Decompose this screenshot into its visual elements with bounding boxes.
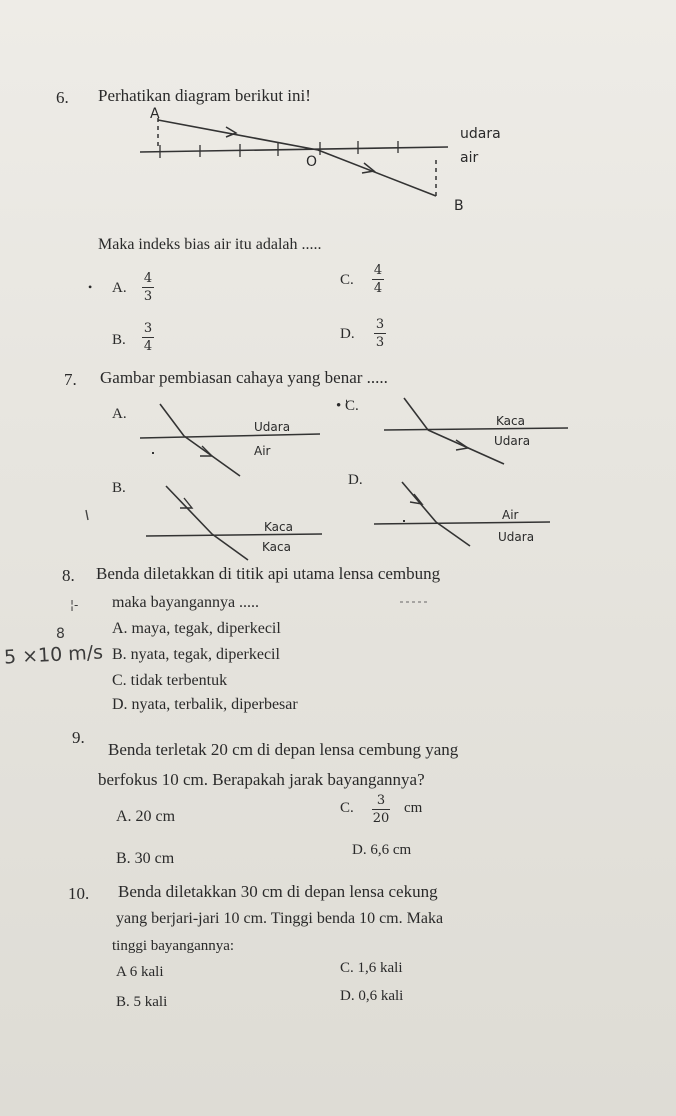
q10-option-b[interactable]: B. 5 kali — [116, 994, 168, 1010]
q9-prompt-line1: Benda terletak 20 cm di depan lensa cembung yang — [108, 740, 459, 759]
q7-c-bottom-medium: Udara — [494, 434, 531, 448]
q10-prompt-line2: yang berjari-jari 10 cm. Tinggi benda 10 cm. Maka — [116, 910, 444, 927]
q7-option-a-letter: A. — [112, 406, 127, 422]
q10-number: 10. — [68, 884, 90, 903]
q7-a-bottom-medium: Air — [254, 444, 271, 458]
q10-option-d[interactable]: D. 0,6 kali — [340, 988, 404, 1004]
q6-option-b-letter: B. — [112, 332, 126, 348]
q7-prompt: Gambar pembiasan cahaya yang benar ..... — [100, 368, 388, 387]
q6-option-c-fraction[interactable]: 4 4 — [373, 263, 383, 296]
handwritten-mark: ¦- — [70, 598, 79, 612]
label-medium-udara: udara — [460, 126, 501, 142]
q9-option-c-fraction[interactable]: 3 20 — [372, 793, 390, 826]
q6-option-c-letter: C. — [340, 272, 354, 288]
label-medium-air: air — [460, 150, 479, 166]
q9-number: 9. — [72, 728, 85, 747]
handwritten-note: 5 ×10 m/s — [3, 641, 104, 669]
q7-d-bottom-medium: Udara — [498, 530, 535, 544]
q8-number: 8. — [62, 566, 75, 585]
q7-option-c-letter: • C. — [336, 398, 359, 414]
q10-option-a[interactable]: A 6 kali — [116, 964, 164, 980]
q7-b-top-medium: Kaca — [264, 520, 293, 534]
q6-bullet: • — [88, 280, 93, 294]
label-point-b: B — [454, 198, 464, 214]
q8-prompt-line2: maka bayangannya ..... — [112, 594, 260, 611]
q6-option-a-fraction[interactable]: 4 3 — [143, 271, 153, 304]
label-point-a: A — [150, 106, 160, 122]
q6-number: 6. — [56, 88, 69, 107]
q10-option-c[interactable]: C. 1,6 kali — [340, 960, 403, 976]
q7-c-top-medium: Kaca — [496, 414, 525, 428]
q8-option-b[interactable]: B. nyata, tegak, diperkecil — [112, 646, 280, 663]
q7-number: 7. — [64, 370, 77, 389]
q9-prompt-line2: berfokus 10 cm. Berapakah jarak bayangannya? — [98, 770, 425, 789]
q8-option-a[interactable]: A. maya, tegak, diperkecil — [112, 620, 281, 637]
q9-option-b[interactable]: B. 30 cm — [116, 850, 175, 867]
q6-option-a-letter: A. — [112, 280, 127, 296]
q7-a-top-medium: Udara — [254, 420, 291, 434]
q6-question: Maka indeks bias air itu adalah ..... — [98, 236, 322, 253]
q10-prompt-line1: Benda diletakkan 30 cm di depan lensa cekung — [118, 882, 438, 901]
q8-option-c[interactable]: C. tidak terbentuk — [112, 672, 228, 689]
q8-prompt-line1: Benda diletakkan di titik api utama lensa cembung — [96, 564, 441, 583]
q6-option-d-fraction[interactable]: 3 3 — [375, 317, 385, 350]
q7-d-top-medium: Air — [502, 508, 519, 522]
q9-option-c-unit: cm — [404, 800, 423, 816]
q8-option-d[interactable]: D. nyata, terbalik, diperbesar — [112, 696, 298, 713]
q6-prompt: Perhatikan diagram berikut ini! — [98, 86, 311, 105]
q6-option-d-letter: D. — [340, 326, 355, 342]
q9-option-d[interactable]: D. 6,6 cm — [352, 842, 412, 858]
q7-option-b-letter: B. — [112, 480, 126, 496]
q9-option-c-letter: C. — [340, 800, 354, 816]
label-point-o: O — [306, 154, 318, 170]
q6-option-b-fraction[interactable]: 3 4 — [143, 321, 153, 354]
q10-prompt-line3: tinggi bayangannya: — [112, 938, 235, 954]
q7-option-d-letter: D. — [348, 472, 363, 488]
handwritten-exponent: 8 — [56, 626, 65, 642]
q9-option-a[interactable]: A. 20 cm — [116, 808, 176, 825]
q7-b-bottom-medium: Kaca — [262, 540, 291, 554]
